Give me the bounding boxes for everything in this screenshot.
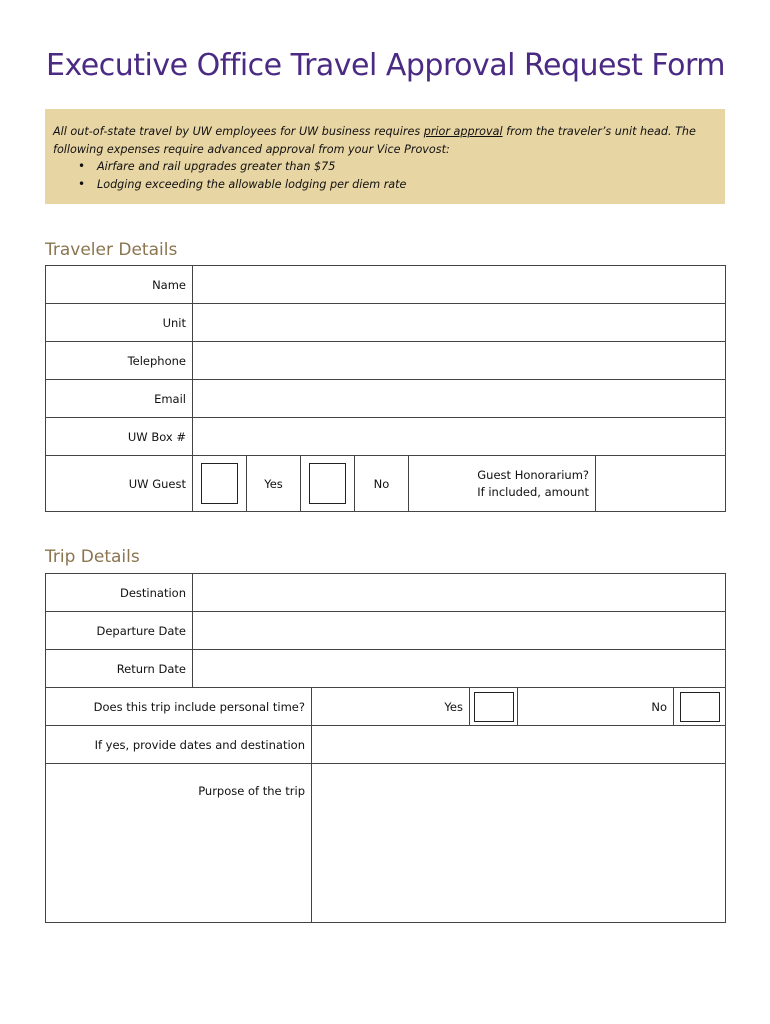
destination-field[interactable] xyxy=(193,574,726,612)
uw-box-label: UW Box # xyxy=(46,418,193,456)
departure-date-label: Departure Date xyxy=(46,612,193,650)
personal-time-no-checkbox[interactable] xyxy=(680,692,720,722)
name-label: Name xyxy=(46,266,193,304)
notice-bullet: • Airfare and rail upgrades greater than $75 xyxy=(97,158,715,176)
purpose-field[interactable] xyxy=(312,764,726,923)
departure-date-field[interactable] xyxy=(193,612,726,650)
telephone-label: Telephone xyxy=(46,342,193,380)
personal-time-no-label: No xyxy=(518,688,674,726)
honorarium-label: Guest Honorarium? If included, amount xyxy=(409,456,596,512)
unit-label: Unit xyxy=(46,304,193,342)
email-label: Email xyxy=(46,380,193,418)
purpose-label: Purpose of the trip xyxy=(46,764,312,923)
uw-box-field[interactable] xyxy=(193,418,726,456)
guest-no-cell xyxy=(301,456,355,512)
personal-time-yes-cell xyxy=(470,688,518,726)
if-yes-label: If yes, provide dates and destination xyxy=(46,726,312,764)
page-title: Executive Office Travel Approval Request Form xyxy=(46,48,725,83)
guest-no-checkbox[interactable] xyxy=(309,463,346,504)
return-date-label: Return Date xyxy=(46,650,193,688)
notice-bullet: • Lodging exceeding the allowable lodging per diem rate xyxy=(97,176,715,194)
approval-notice xyxy=(45,109,725,204)
name-field[interactable] xyxy=(193,266,726,304)
notice-bullets xyxy=(53,158,715,193)
uw-guest-label: UW Guest xyxy=(46,456,193,512)
notice-text: All out-of-state travel by UW employees for UW business requires prior approval from the traveler’s unit head. The following expenses require advanced approval from your Vice Provost: xyxy=(53,125,696,156)
unit-field[interactable] xyxy=(193,304,726,342)
personal-time-yes-checkbox[interactable] xyxy=(474,692,514,722)
trip-details-table xyxy=(45,573,726,923)
if-yes-field[interactable] xyxy=(312,726,726,764)
personal-time-label: Does this trip include personal time? xyxy=(46,688,312,726)
return-date-field[interactable] xyxy=(193,650,726,688)
email-field[interactable] xyxy=(193,380,726,418)
trip-details-heading: Trip Details xyxy=(45,547,140,567)
personal-time-yes-label: Yes xyxy=(312,688,470,726)
guest-yes-checkbox[interactable] xyxy=(201,463,238,504)
prior-approval-emphasis: prior approval xyxy=(423,125,503,138)
guest-yes-cell xyxy=(193,456,247,512)
destination-label: Destination xyxy=(46,574,193,612)
personal-time-no-cell xyxy=(674,688,726,726)
telephone-field[interactable] xyxy=(193,342,726,380)
guest-no-label: No xyxy=(355,456,409,512)
traveler-details-table xyxy=(45,265,726,512)
honorarium-amount-field[interactable] xyxy=(596,456,726,512)
guest-yes-label: Yes xyxy=(247,456,301,512)
traveler-details-heading: Traveler Details xyxy=(45,240,178,260)
